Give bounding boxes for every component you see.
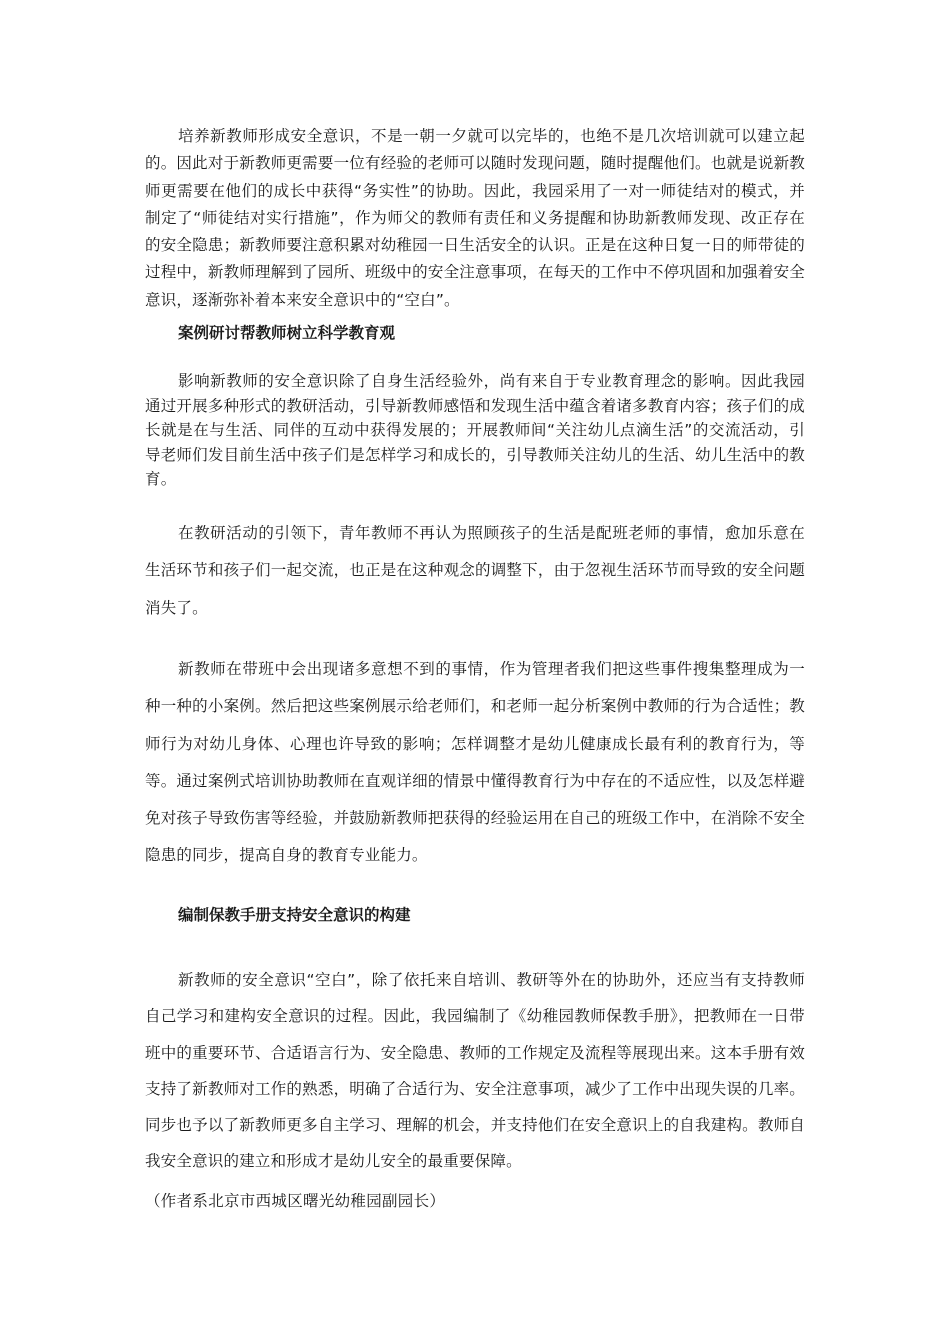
author-byline: （作者系北京市西城区曙光幼稚园副园长） <box>145 1192 446 1210</box>
paragraph-mentorship: 培养新教师形成安全意识，不是一朝一夕就可以完毕的，也绝不是几次培训就可以建立起的。因此对于新教师更需要一位有经验的老师可以随时发现问题，随时提醒他们。也就是说新教师更需要在他们的成长中获得“务实性”的协助。因此，我园采用了一对一师徒结对的模式，并制定了“师徒结对实行措施”，作为师父的教师有责任和义务提醒和协助新教师发现、改正存在的安全隐患；新教师要注意积累对幼稚园一日生活安全的认识。正是在这种日复一日的师带徒的过程中，新教师理解到了园所、班级中的安全注意事项，在每天的工作中不停巩固和加强着安全意识，逐渐弥补着本来安全意识中的“空白”。 <box>145 127 805 309</box>
section-heading-handbook: 编制保教手册支持安全意识的构建 <box>178 906 411 924</box>
section-heading-case-study: 案例研讨帮教师树立科学教育观 <box>178 324 396 342</box>
paragraph-handbook: 新教师的安全意识“空白”，除了依托来自培训、教研等外在的协助外，还应当有支持教师自己学习和建构安全意识的过程。因此，我园编制了《幼稚园教师保教手册》，把教师在一日带班中的重要环节、合适语言行为、安全隐患、教师的工作规定及流程等展现出来。这本手册有效支持了新教师对工作的熟悉，明确了合适行为、安全注意事项，减少了工作中出现失误的几率。同步也予以了新教师更多自主学习、理解的机会，并支持他们在安全意识上的自我建构。教师自我安全意识的建立和形成才是幼儿安全的最重要保障。 <box>145 971 805 1171</box>
paragraph-case-training: 新教师在带班中会出现诸多意想不到的事情，作为管理者我们把这些事件搜集整理成为一种一种的小案例。然后把这些案例展示给老师们，和老师一起分析案例中教师的行为合适性；教师行为对幼儿身体、心理也许导致的影响；怎样调整才是幼儿健康成长最有利的教育行为，等等。通过案例式培训协助教师在直观详细的情景中懂得教育行为中存在的不适应性，以及怎样避免对孩子导致伤害等经验，并鼓励新教师把获得的经验运用在自己的班级工作中，在消除不安全隐患的同步，提高自身的教育专业能力。 <box>145 660 805 865</box>
paragraph-research-guidance: 在教研活动的引领下，青年教师不再认为照顾孩子的生活是配班老师的事情，愈加乐意在生活环节和孩子们一起交流，也正是在这种观念的调整下，由于忽视生活环节而导致的安全问题消失了。 <box>145 524 805 617</box>
paragraph-teaching-research: 影响新教师的安全意识除了自身生活经验外，尚有来自于专业教育理念的影响。因此我园通过开展多种形式的教研活动，引导新教师感悟和发现生活中蕴含着诸多教育内容；孩子们的成长就是在与生活、同伴的互动中获得发展的；开展教师间“关注幼儿点滴生活”的交流活动，引导老师们发目前生活中孩子们是怎样学习和成长的，引导教师关注幼儿的生活、幼儿生活中的教育。 <box>145 372 805 488</box>
